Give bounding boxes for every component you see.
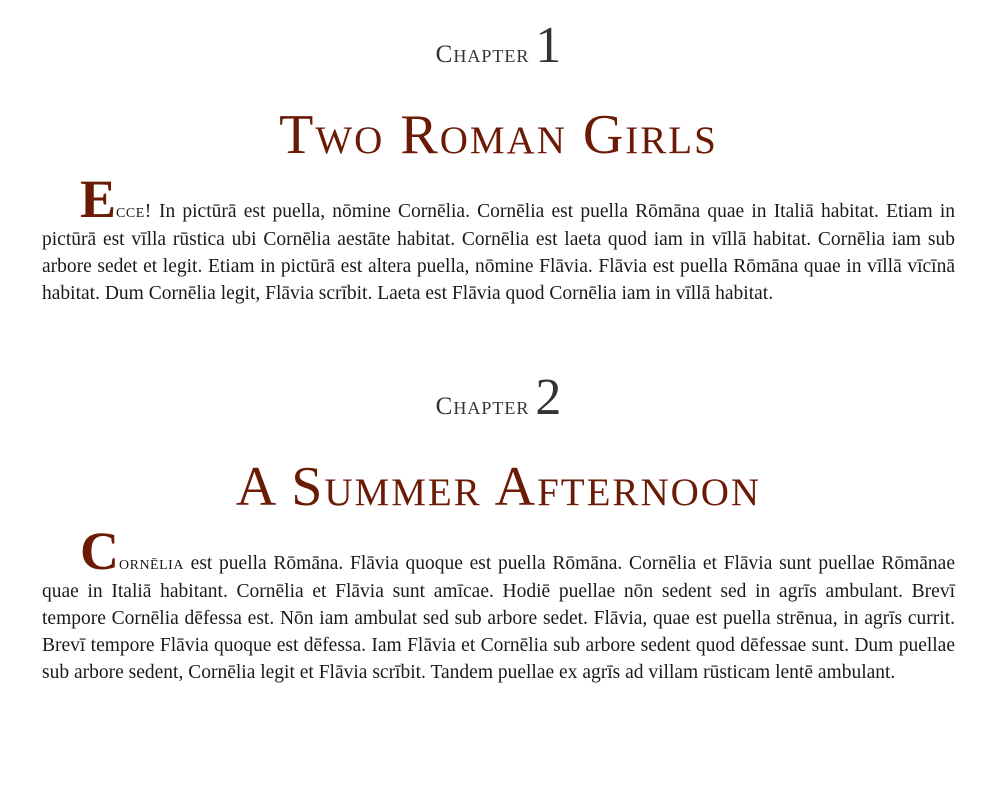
chapter-2-section (42, 366, 955, 686)
chapter-word: Chapter (435, 41, 530, 68)
lead-word: ornēlia (119, 553, 184, 574)
chapter-number: 2 (535, 369, 562, 426)
drop-cap: E (80, 169, 117, 229)
chapter-title: A Summer Afternoon (235, 456, 762, 518)
chapter-number: 1 (535, 17, 562, 74)
paragraph-text: est puella Rōmāna. Flāvia quoque est puella Rōmāna. Cornēlia et Flāvia sunt puellae Rōmānae quae in Italiā habitant. Cornēlia et Flāvia sunt amīcae. Hodiē puellae nōn sedent sed in agrīs ambulant. Brevī tempore Cornēlia dēfessa est. Nōn iam ambulat sed sub arbore sedet. Flāvia, quae est puella strēnua, in agrīs currit. Brevī tempore Flāvia quoque est dēfessa. Iam Flāvia et Cornēlia sub arbore sedent quod dēfessae sunt. Dum puellae sub arbore sedent, Cornēlia legit et Flāvia scrībit. Tandem puellae ex agrīs ad villam rūsticam lentē ambulant. (42, 553, 955, 683)
chapter-title: Two Roman Girls (279, 104, 718, 166)
chapter-1-section (42, 14, 955, 307)
lead-word: cce! (116, 201, 152, 222)
chapter-word: Chapter (435, 393, 530, 420)
chapter-body-paragraph (42, 169, 955, 307)
chapter-heading (42, 14, 955, 78)
drop-cap: C (80, 521, 119, 581)
chapter-body-paragraph (42, 521, 955, 686)
chapter-heading (42, 366, 955, 430)
paragraph-text: In pictūrā est puella, nōmine Cornēlia. Cornēlia est puella Rōmāna quae in Italiā habitat. Etiam in pictūrā est vīlla rūstica ubi Cornēlia aestāte habitat. Cornēlia est laeta quod iam in vīllā habitat. Cornēlia iam sub arbore sedet et legit. Etiam in pictūrā est altera puella, nōmine Flāvia. Flāvia est puella Rōmāna quae in vīllā vīcīnā habitat. Dum Cornēlia legit, Flāvia scrībit. Laeta est Flāvia quod Cornēlia iam in vīllā habitat. (42, 201, 955, 304)
